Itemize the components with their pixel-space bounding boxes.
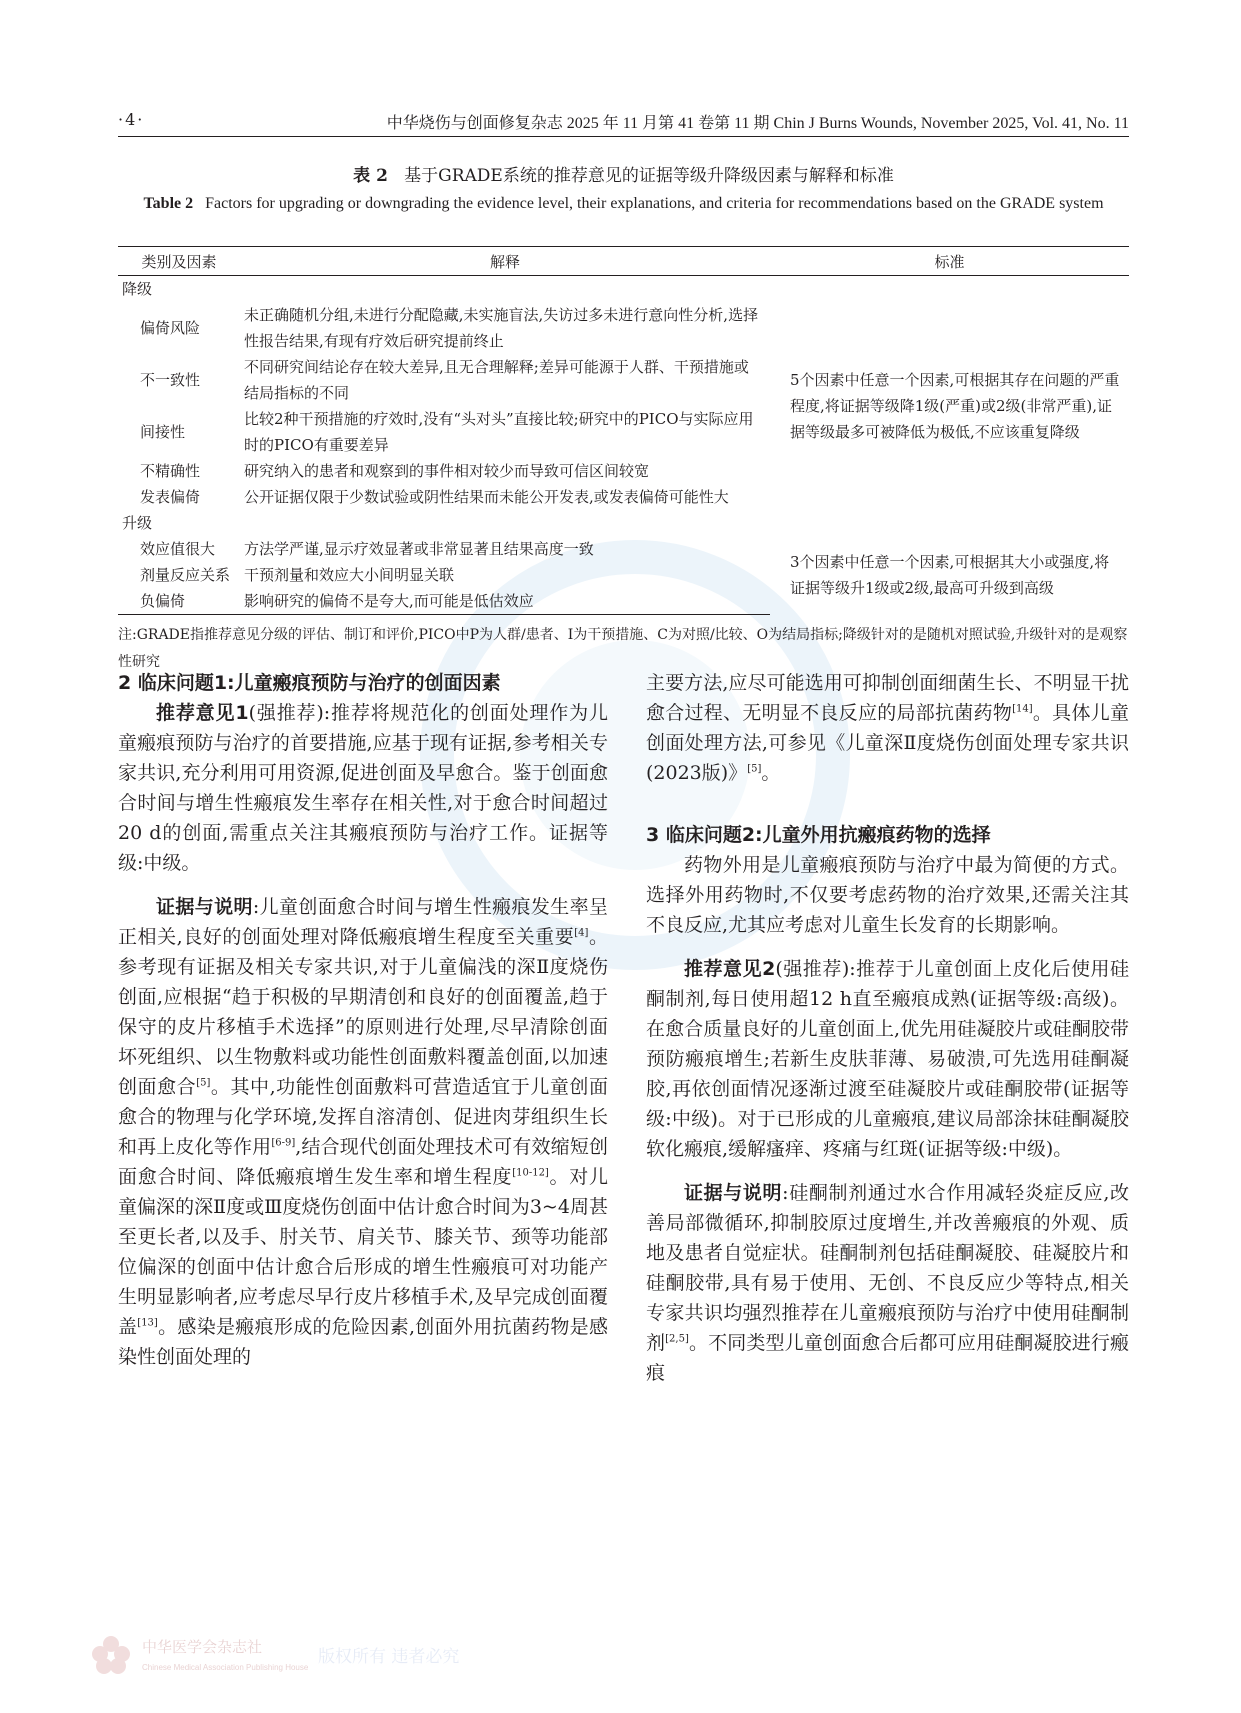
header-standard: 标准 xyxy=(770,247,1129,276)
body-text: 。 xyxy=(761,762,781,784)
table-header-row xyxy=(118,247,1129,276)
citation: [6-9] xyxy=(271,1137,296,1149)
factor-cell: 剂量反应关系 xyxy=(140,566,231,584)
evidence-text: 。其中,功能性创面敷料可营造适宜于儿童创面愈合的物理与化学环境,发挥自溶清创、促进肉芽组织生长和再上皮化等作用 xyxy=(118,1076,608,1158)
table-title-en: Factors for upgrading or downgrading the evidence level, their explanations, and criteria for recommendations based on the GRADE system xyxy=(205,195,1104,212)
publisher-cn: 中华医学会杂志社 xyxy=(142,1638,263,1656)
citation: [4] xyxy=(574,927,589,939)
explanation-cell: 研究纳入的患者和观察到的事件相对较少而导致可信区间较宽 xyxy=(244,462,650,480)
explanation-cell: 干预剂量和效应大小间明显关联 xyxy=(244,566,455,584)
right-column xyxy=(646,668,1129,1388)
table-caption-en xyxy=(118,190,1129,218)
group-label: 升级 xyxy=(122,514,153,532)
copyright-slogan: 版权所有 违者必究 xyxy=(318,1647,460,1667)
citation: [13] xyxy=(137,1317,158,1329)
citation: [2,5] xyxy=(665,1333,689,1345)
evidence-text: 。感染是瘢痕形成的危险因素,创面外用抗菌药物是感染性创面处理的 xyxy=(118,1316,608,1368)
factor-cell: 不精确性 xyxy=(140,462,201,480)
standard-cell: 3个因素中任意一个因素,可根据其大小或强度,将证据等级升1级或2级,最高可升级到高级 xyxy=(790,553,1110,598)
body-text: 主要方法,应尽可能选用可抑制创面细菌生长、不明显干扰愈合过程、无明显不良反应的局部抗菌药物 xyxy=(646,672,1129,724)
continued-paragraph xyxy=(646,668,1129,788)
explanation-cell: 方法学严谨,显示疗效显著或非常显著且结果高度一致 xyxy=(244,540,594,558)
factor-cell: 偏倚风险 xyxy=(140,319,201,337)
recommendation-1 xyxy=(118,698,608,878)
evidence-paragraph xyxy=(118,892,608,1372)
left-column xyxy=(118,668,608,1372)
factor-cell: 负偏倚 xyxy=(118,588,240,615)
section-heading-3: 3 临床问题2:儿童外用抗瘢痕药物的选择 xyxy=(646,824,991,846)
table-note: 注:GRADE指推荐意见分级的评估、制订和评价,PICO中P为人群/患者、I为干预措施、C为对照/比较、O为结局指标;降级针对的是随机对照试验,升级针对的是观察性研究 xyxy=(118,627,1128,670)
table-title-cn: 基于GRADE系统的推荐意见的证据等级升降级因素与解释和标准 xyxy=(404,166,894,186)
table-caption-cn xyxy=(118,162,1129,190)
publisher-en: Chinese Medical Association Publishing House xyxy=(142,1663,309,1672)
running-header xyxy=(118,106,1129,137)
factor-cell: 效应值很大 xyxy=(140,540,216,558)
explanation-cell: 比较2种干预措施的疗效时,没有“头对头”直接比较;研究中的PICO与实际应用时的PICO有重要差异 xyxy=(244,410,754,454)
citation: [5] xyxy=(747,763,762,775)
header-category: 类别及因素 xyxy=(118,247,240,276)
rec-label: 推荐意见2 xyxy=(684,958,776,980)
explanation-cell: 公开证据仅限于少数试验或阴性结果而未能公开发表,或发表偏倚可能性大 xyxy=(244,488,729,506)
journal-citation: 中华烧伤与创面修复杂志 2025 年 11 月第 41 卷第 11 期 Chin J Burns Wounds, November 2025, Vol. 41, No. 11 xyxy=(386,115,1129,132)
table-row xyxy=(118,302,1129,354)
evidence-text: 。对儿童偏深的深Ⅱ度或Ⅲ度烧伤创面中估计愈合时间为3~4周甚至更长者,以及手、肘关节、肩关节、膝关节、颈等功能部位偏深的创面中估计愈合后形成的增生性瘢痕可对功能产生明显影响者,应考虑尽早行皮片移植手术,及早完成创面覆盖 xyxy=(118,1166,608,1338)
group-row-downgrade xyxy=(118,276,1129,303)
section-intro: 药物外用是儿童瘢痕预防与治疗中最为简便的方式。选择外用药物时,不仅要考虑药物的治疗效果,还需关注其不良反应,尤其应考虑对儿童生长发育的长期影响。 xyxy=(646,854,1129,936)
header-explanation: 解释 xyxy=(240,247,770,276)
citation: [5] xyxy=(196,1077,211,1089)
group-row-upgrade xyxy=(118,510,1129,536)
evidence-text: ,结合现代创面处理技术可有效缩短创面愈合时间、降低瘢痕增生发生率和增生程度 xyxy=(118,1136,608,1188)
citation: [14] xyxy=(1012,703,1033,715)
standard-cell: 5个因素中任意一个因素,可根据其存在问题的严重程度,将证据等级降1级(严重)或2级(非常严重),证据等级最多可被降低为极低,不应该重复降级 xyxy=(790,371,1120,441)
evidence-paragraph xyxy=(646,1178,1129,1388)
factor-cell: 间接性 xyxy=(140,423,186,441)
group-label: 降级 xyxy=(122,280,153,298)
rec-text: (强推荐):推荐将规范化的创面处理作为儿童瘢痕预防与治疗的首要措施,应基于现有证据,参考相关专家共识,充分利用可用资源,促进创面及早愈合。鉴于创面愈合时间与增生性瘢痕发生率存在相关性,对于愈合时间超过20 d的创面,需重点关注其瘢痕预防与治疗工作。证据等级:中级。 xyxy=(118,702,608,874)
table-row xyxy=(118,536,1129,562)
table-label-en: Table 2 xyxy=(143,195,194,212)
explanation-cell: 不同研究间结论存在较大差异,且无合理解释;差异可能源于人群、干预措施或结局指标的不同 xyxy=(244,358,749,402)
citation: [10-12] xyxy=(512,1167,549,1179)
body-text: 。具体儿童创面处理方法,可参见《儿童深Ⅱ度烧伤创面处理专家共识(2023版)》 xyxy=(646,702,1129,784)
explanation-cell: 影响研究的偏倚不是夸大,而可能是低估效应 xyxy=(240,588,770,615)
page-number: ·4· xyxy=(118,110,145,129)
section-heading-2: 2 临床问题1:儿童瘢痕预防与治疗的创面因素 xyxy=(118,672,501,694)
evidence-text: :硅酮制剂通过水合作用减轻炎症反应,改善局部微循环,抑制胶原过度增生,并改善瘢痕的外观、质地及患者自觉症状。硅酮制剂包括硅酮凝胶、硅凝胶片和硅酮胶带,具有易于使用、无创、不良反应少等特点,相关专家共识均强烈推荐在儿童瘢痕预防与治疗中使用硅酮制剂 xyxy=(646,1182,1129,1354)
rec-text: (强推荐):推荐于儿童创面上皮化后使用硅酮制剂,每日使用超12 h直至瘢痕成熟(证据等级:高级)。在愈合质量良好的儿童创面上,优先用硅凝胶片或硅酮胶带预防瘢痕增生;若新生皮肤菲薄、易破溃,可先选用硅酮凝胶,再依创面情况逐渐过渡至硅凝胶片或硅酮胶带(证据等级:中级)。对于已形成的儿童瘢痕,建议局部涂抹硅酮凝胶软化瘢痕,缓解瘙痒、疼痛与红斑(证据等级:中级)。 xyxy=(646,958,1129,1160)
factor-cell: 发表偏倚 xyxy=(140,488,201,506)
explanation-cell: 未正确随机分组,未进行分配隐藏,未实施盲法,失访过多未进行意向性分析,选择性报告结果,有现有疗效后研究提前终止 xyxy=(244,306,759,350)
evidence-text: 。不同类型儿童创面愈合后都可应用硅酮凝胶进行瘢痕 xyxy=(646,1332,1129,1384)
evidence-text: :儿童创面愈合时间与增生性瘢痕发生率呈正相关,良好的创面处理对降低瘢痕增生程度至关重要 xyxy=(118,896,608,948)
publisher-flower-icon xyxy=(88,1632,478,1678)
recommendation-2 xyxy=(646,954,1129,1164)
evidence-text: 。参考现有证据及相关专家共识,对于儿童偏浅的深Ⅱ度烧伤创面,应根据“趋于积极的早期清创和良好的创面覆盖,趋于保守的皮片移植手术选择”的原则进行处理,尽早清除创面坏死组织、以生物敷料或功能性创面敷料覆盖创面,以加速创面愈合 xyxy=(118,926,608,1098)
table-label-cn: 表 2 xyxy=(353,166,388,186)
grade-table xyxy=(118,246,1129,615)
publisher-watermark-logo xyxy=(88,1632,478,1678)
factor-cell: 不一致性 xyxy=(140,371,201,389)
evidence-label: 证据与说明 xyxy=(684,1182,783,1204)
evidence-label: 证据与说明 xyxy=(156,896,253,918)
rec-label: 推荐意见1 xyxy=(156,702,249,724)
